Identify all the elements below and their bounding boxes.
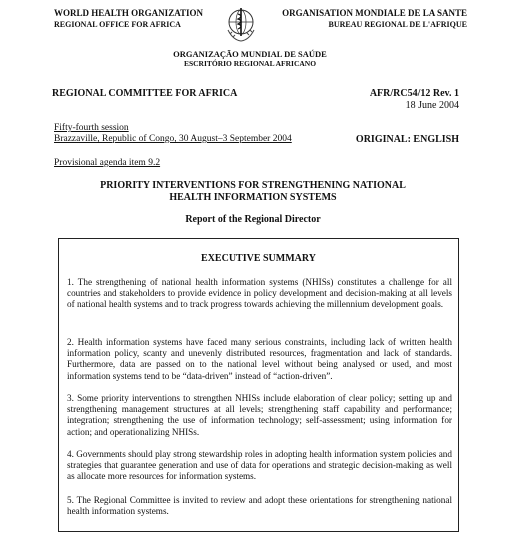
document-reference <box>300 88 459 112</box>
doc-ref-number: AFR/RC54/12 Rev. 1 <box>369 88 459 99</box>
header-who-en <box>54 8 224 30</box>
org-name-fr: ORGANISATION MONDIALE DE LA SANTE <box>282 8 467 18</box>
regional-office-fr: BUREAU REGIONAL DE L'AFRIQUE <box>328 20 467 29</box>
doc-date: 18 June 2004 <box>405 100 459 111</box>
org-name-pt: ORGANIZAÇÃO MUNDIAL DE SAÚDE <box>173 49 327 59</box>
session-location: Brazzaville, Republic of Congo, 30 August–3 September 2004 <box>54 134 292 144</box>
who-emblem-icon <box>224 4 258 46</box>
session-name: Fifty-fourth session <box>54 123 129 133</box>
report-subtitle: Report of the Regional Director <box>185 214 321 225</box>
summary-paragraph-1: 1. The strengthening of national health information systems (NHISs) constitutes a challenge for all countries and stakeholders to provide evidence in policy development and decision-making at all levels of national health systems and to track progress towards achieving the millennium development goals. <box>67 277 452 310</box>
summary-paragraph-2: 2. Health information systems have faced many serious constraints, including lack of written health information policy, scanty and unevenly distributed resources, fragmentation and lack of standards. Furthermore, data are passed on to the national level without being analysed or used, and most information systems tend to be “data-driven” instead of “action-driven”. <box>67 337 452 381</box>
org-name-en: WORLD HEALTH ORGANIZATION <box>54 8 204 18</box>
agenda-item: Provisional agenda item 9.2 <box>54 158 161 168</box>
executive-summary-heading: EXECUTIVE SUMMARY <box>201 253 316 264</box>
original-language: ORIGINAL: ENGLISH <box>355 134 459 145</box>
title-line-1: PRIORITY INTERVENTIONS FOR STRENGTHENING NATIONAL <box>100 180 406 191</box>
regional-office-pt: ESCRITÓRIO REGIONAL AFRICANO <box>183 59 317 68</box>
summary-paragraph-5: 5. The Regional Committee is invited to review and adopt these orientations for strengthening national health information systems. <box>67 495 452 517</box>
header-who-fr <box>268 8 467 30</box>
title-line-2: HEALTH INFORMATION SYSTEMS <box>169 192 337 203</box>
summary-paragraph-4: 4. Governments should play strong stewardship roles in adopting health information system policies and strategies that guarantee generation and use of data for operations and strategic decision-making as well as allocate more resources for information systems. <box>67 449 452 482</box>
executive-summary-box <box>58 238 459 532</box>
regional-office-en: REGIONAL OFFICE FOR AFRICA <box>54 20 181 29</box>
committee-name: REGIONAL COMMITTEE FOR AFRICA <box>52 88 238 99</box>
summary-paragraph-3: 3. Some priority interventions to strengthen NHISs include elaboration of clear policy; setting up and strengthening management structures at all levels; strengthening staff capability and performance; integration; strengthening the use of information technology; self-assessment; using information for action; and operationalizing NHISs. <box>67 393 452 437</box>
document-title <box>80 180 426 204</box>
header-who-pt <box>100 49 400 69</box>
session-info <box>54 123 292 145</box>
